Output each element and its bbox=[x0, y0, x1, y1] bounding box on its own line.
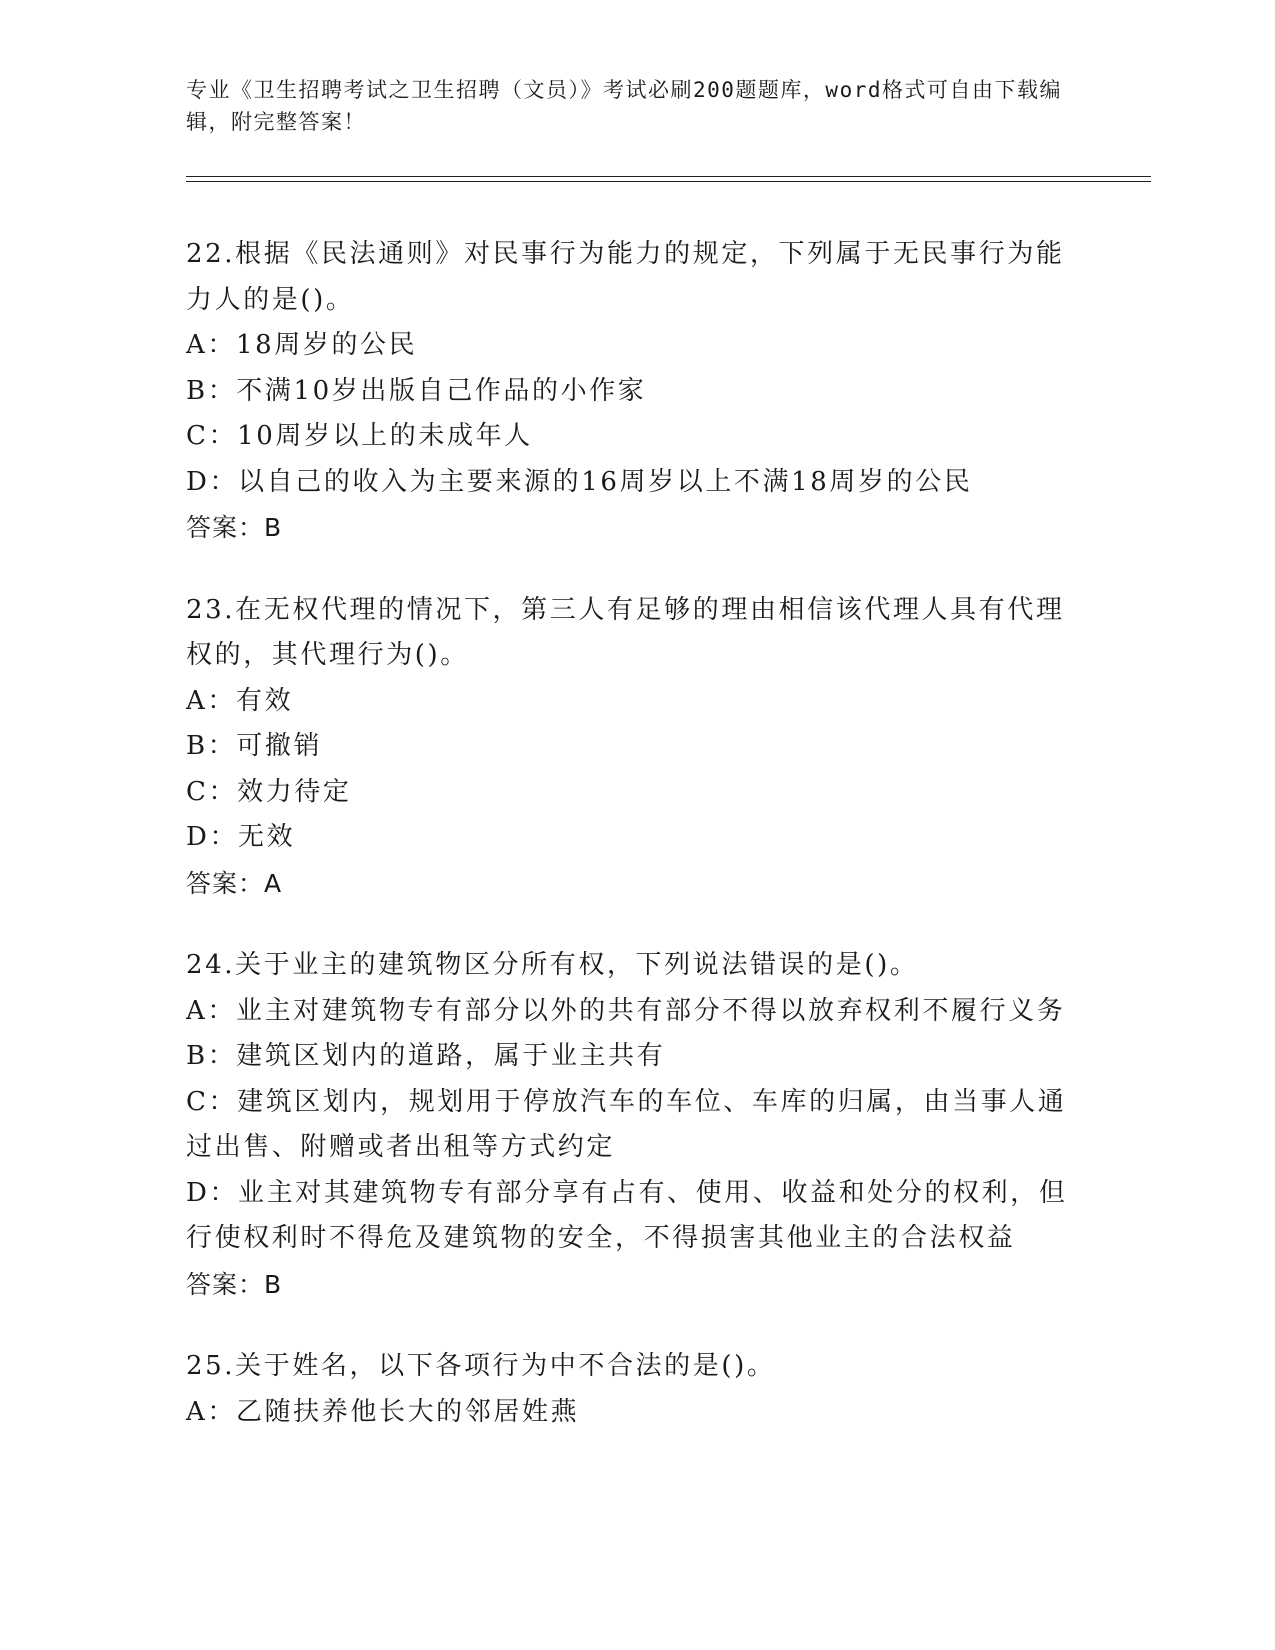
question-stem: 25.关于姓名，以下各项行为中不合法的是()。 bbox=[186, 1351, 776, 1381]
question-list bbox=[186, 232, 1076, 1472]
option-b: B：不满10岁出版自己作品的小作家 bbox=[186, 375, 647, 406]
question-item bbox=[186, 943, 1076, 1307]
question-stem: 23.在无权代理的情况下，第三人有足够的理由相信该代理人具有代理权的，其代理行为()。 bbox=[186, 594, 1065, 670]
header-divider-top bbox=[186, 176, 1151, 177]
option-a: A：业主对建筑物专有部分以外的共有部分不得以放弃权利不履行义务 bbox=[186, 995, 1066, 1026]
question-item bbox=[186, 588, 1076, 907]
question-stem: 24.关于业主的建筑物区分所有权，下列说法错误的是()。 bbox=[186, 950, 919, 980]
answer-line: 答案：A bbox=[186, 868, 283, 898]
option-b: B：可撤销 bbox=[186, 731, 323, 761]
option-a: A：乙随扶养他长大的邻居姓燕 bbox=[186, 1396, 580, 1427]
question-item bbox=[186, 232, 1076, 551]
question-stem: 22.根据《民法通则》对民事行为能力的规定，下列属于无民事行为能力人的是()。 bbox=[186, 239, 1065, 315]
option-c: C：10周岁以上的未成年人 bbox=[186, 421, 533, 451]
answer-line: 答案：B bbox=[186, 513, 283, 542]
option-b: B：建筑区划内的道路，属于业主共有 bbox=[186, 1041, 666, 1071]
document-header: 专业《卫生招聘考试之卫生招聘（文员）》考试必刷200题题库，word格式可自由下载编辑，附完整答案！ bbox=[186, 78, 1062, 134]
option-c: C：建筑区划内，规划用于停放汽车的车位、车库的归属，由当事人通过出售、附赠或者出租等方式约定 bbox=[186, 1086, 1067, 1162]
option-d: D：以自己的收入为主要来源的16周岁以上不满18周岁的公民 bbox=[186, 466, 973, 497]
option-d: D：无效 bbox=[186, 822, 296, 852]
option-d: D：业主对其建筑物专有部分享有占有、使用、收益和处分的权利，但行使权利时不得危及建筑物的安全，不得损害其他业主的合法权益 bbox=[186, 1177, 1068, 1253]
option-c: C：效力待定 bbox=[186, 776, 352, 807]
question-item bbox=[186, 1344, 1076, 1435]
header-divider-bottom bbox=[186, 181, 1151, 182]
option-a: A：有效 bbox=[186, 685, 294, 716]
answer-line: 答案：B bbox=[186, 1269, 283, 1299]
option-a: A：18周岁的公民 bbox=[186, 330, 418, 360]
